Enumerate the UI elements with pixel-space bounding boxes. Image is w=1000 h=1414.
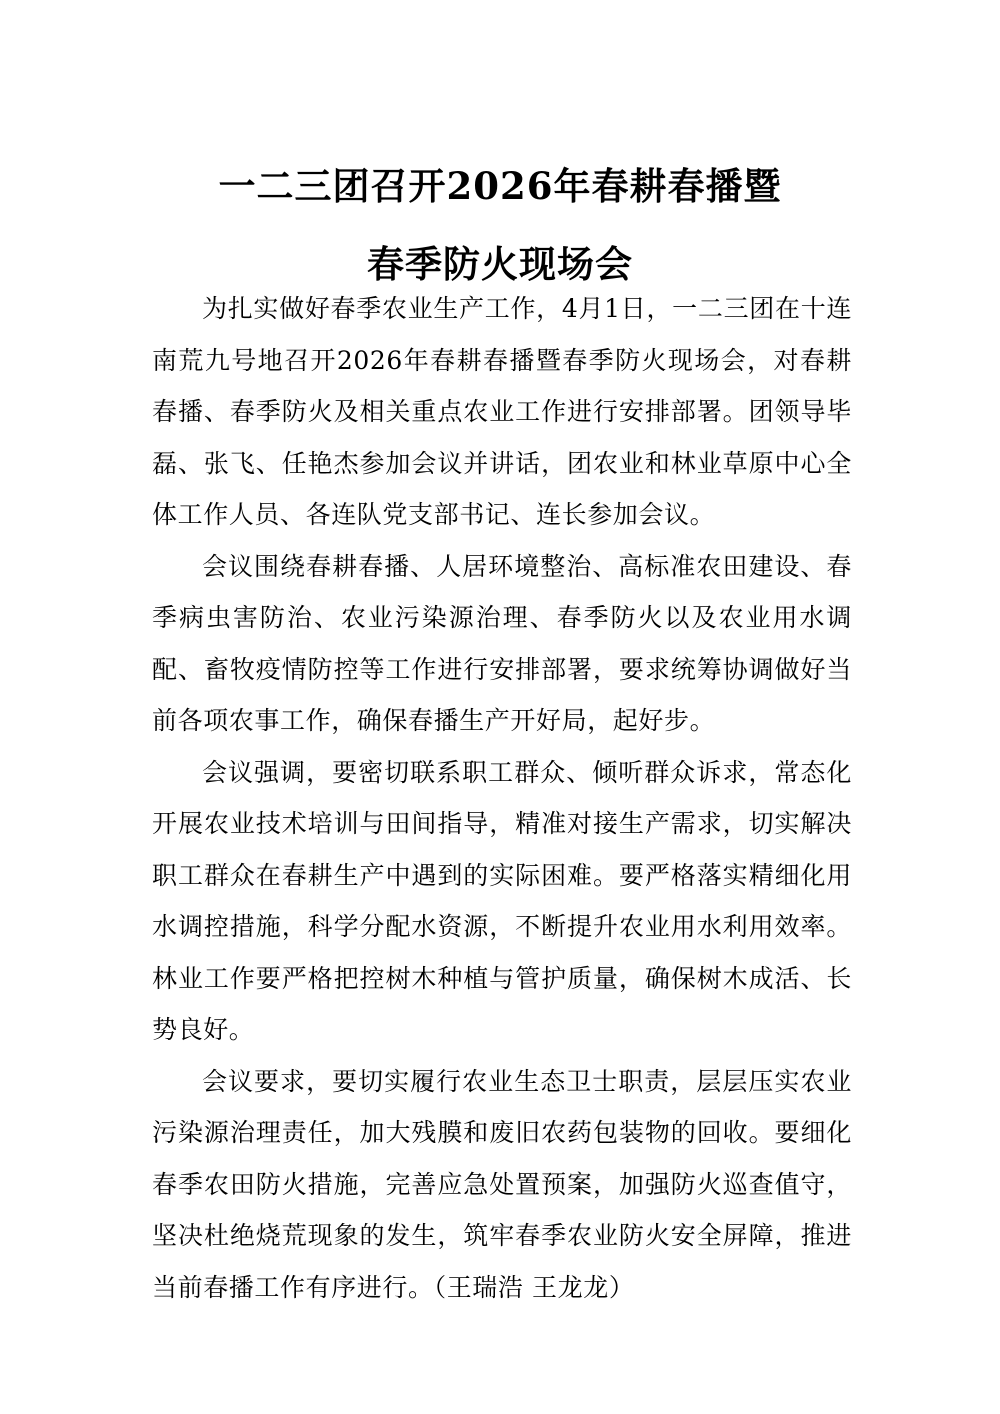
document-body: [152, 283, 852, 1313]
paragraph-requirements: 会议要求，要切实履行农业生态卫士职责，层层压实农业污染源治理责任，加大残膜和废旧农药包装物的回收。要细化春季农田防火措施，完善应急处置预案，加强防火巡查值守，坚决杜绝烧荒现象的发生，筑牢春季农业防火安全屏障，推进当前春播工作有序进行。（王瑞浩 王龙龙）: [152, 1066, 852, 1302]
document-title-line-1: 一二三团召开2026年春耕春播暨: [218, 163, 782, 208]
paragraph-emphasis: 会议强调，要密切联系职工群众、倾听群众诉求，常态化开展农业技术培训与田间指导，精准对接生产需求，切实解决职工群众在春耕生产中遇到的实际困难。要严格落实精细化用水调控措施，科学分配水资源，不断提升农业用水利用效率。林业工作要严格把控树木种植与管护质量，确保树木成活、长势良好。: [152, 757, 852, 1044]
document-title-line-2: 春季防火现场会: [367, 241, 633, 286]
paragraph-intro: 为扎实做好春季农业生产工作，4月1日，一二三团在十连南荒九号地召开2026年春耕春播暨春季防火现场会，对春耕春播、春季防火及相关重点农业工作进行安排部署。团领导毕磊、张飞、任艳杰参加会议并讲话，团农业和林业草原中心全体工作人员、各连队党支部书记、连长参加会议。: [152, 294, 852, 529]
paragraph-arrangements: 会议围绕春耕春播、人居环境整治、高标准农田建设、春季病虫害防治、农业污染源治理、春季防火以及农业用水调配、畜牧疫情防控等工作进行安排部署，要求统筹协调做好当前各项农事工作，确保春播生产开好局，起好步。: [152, 551, 852, 735]
